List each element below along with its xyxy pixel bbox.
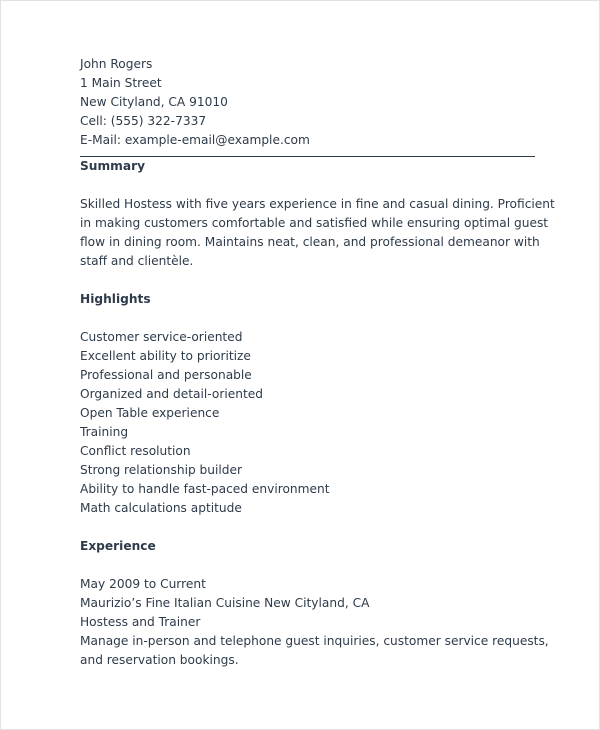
summary-line: Skilled Hostess with five years experience in fine and casual dining. Proficient [80, 197, 555, 211]
experience-title: Hostess and Trainer [80, 615, 201, 629]
highlight-item: Math calculations aptitude [80, 501, 242, 515]
summary-line: in making customers comfortable and satisfied while ensuring optimal guest [80, 216, 549, 230]
contact-cell: Cell: (555) 322-7337 [80, 114, 207, 128]
highlight-item: Professional and personable [80, 368, 252, 382]
spacer [80, 176, 540, 195]
summary-line: flow in dining room. Maintains neat, clean, and professional demeanor with [80, 235, 540, 249]
highlight-item: Strong relationship builder [80, 463, 243, 477]
highlight-item: Organized and detail-oriented [80, 387, 263, 401]
highlights-heading: Highlights [80, 292, 151, 306]
experience-description-line: Manage in-person and telephone guest inquiries, customer service requests, [80, 634, 549, 648]
summary-section [80, 157, 555, 271]
highlight-item: Ability to handle fast-paced environment [80, 482, 330, 496]
contact-name: John Rogers [80, 57, 153, 71]
highlight-item: Training [80, 425, 129, 439]
summary-heading: Summary [80, 159, 146, 173]
spacer [80, 556, 540, 575]
contact-email: E-Mail: example-email@example.com [80, 133, 310, 147]
highlight-item: Conflict resolution [80, 444, 191, 458]
experience-employer: Maurizio’s Fine Italian Cuisine New Cityland, CA [80, 596, 370, 610]
contact-street: 1 Main Street [80, 76, 162, 90]
highlights-section [80, 290, 540, 518]
highlight-item: Excellent ability to prioritize [80, 349, 251, 363]
experience-dates: May 2009 to Current [80, 577, 206, 591]
spacer [80, 309, 540, 328]
highlight-item: Customer service-oriented [80, 330, 243, 344]
summary-line: staff and clientèle. [80, 254, 194, 268]
experience-description-line: and reservation bookings. [80, 653, 239, 667]
highlight-item: Open Table experience [80, 406, 220, 420]
experience-section [80, 537, 549, 670]
experience-heading: Experience [80, 539, 156, 553]
spacer [80, 271, 540, 290]
contact-city: New Cityland, CA 91010 [80, 95, 228, 109]
spacer [80, 518, 540, 537]
contact-block [80, 55, 540, 150]
resume-content [80, 55, 555, 670]
